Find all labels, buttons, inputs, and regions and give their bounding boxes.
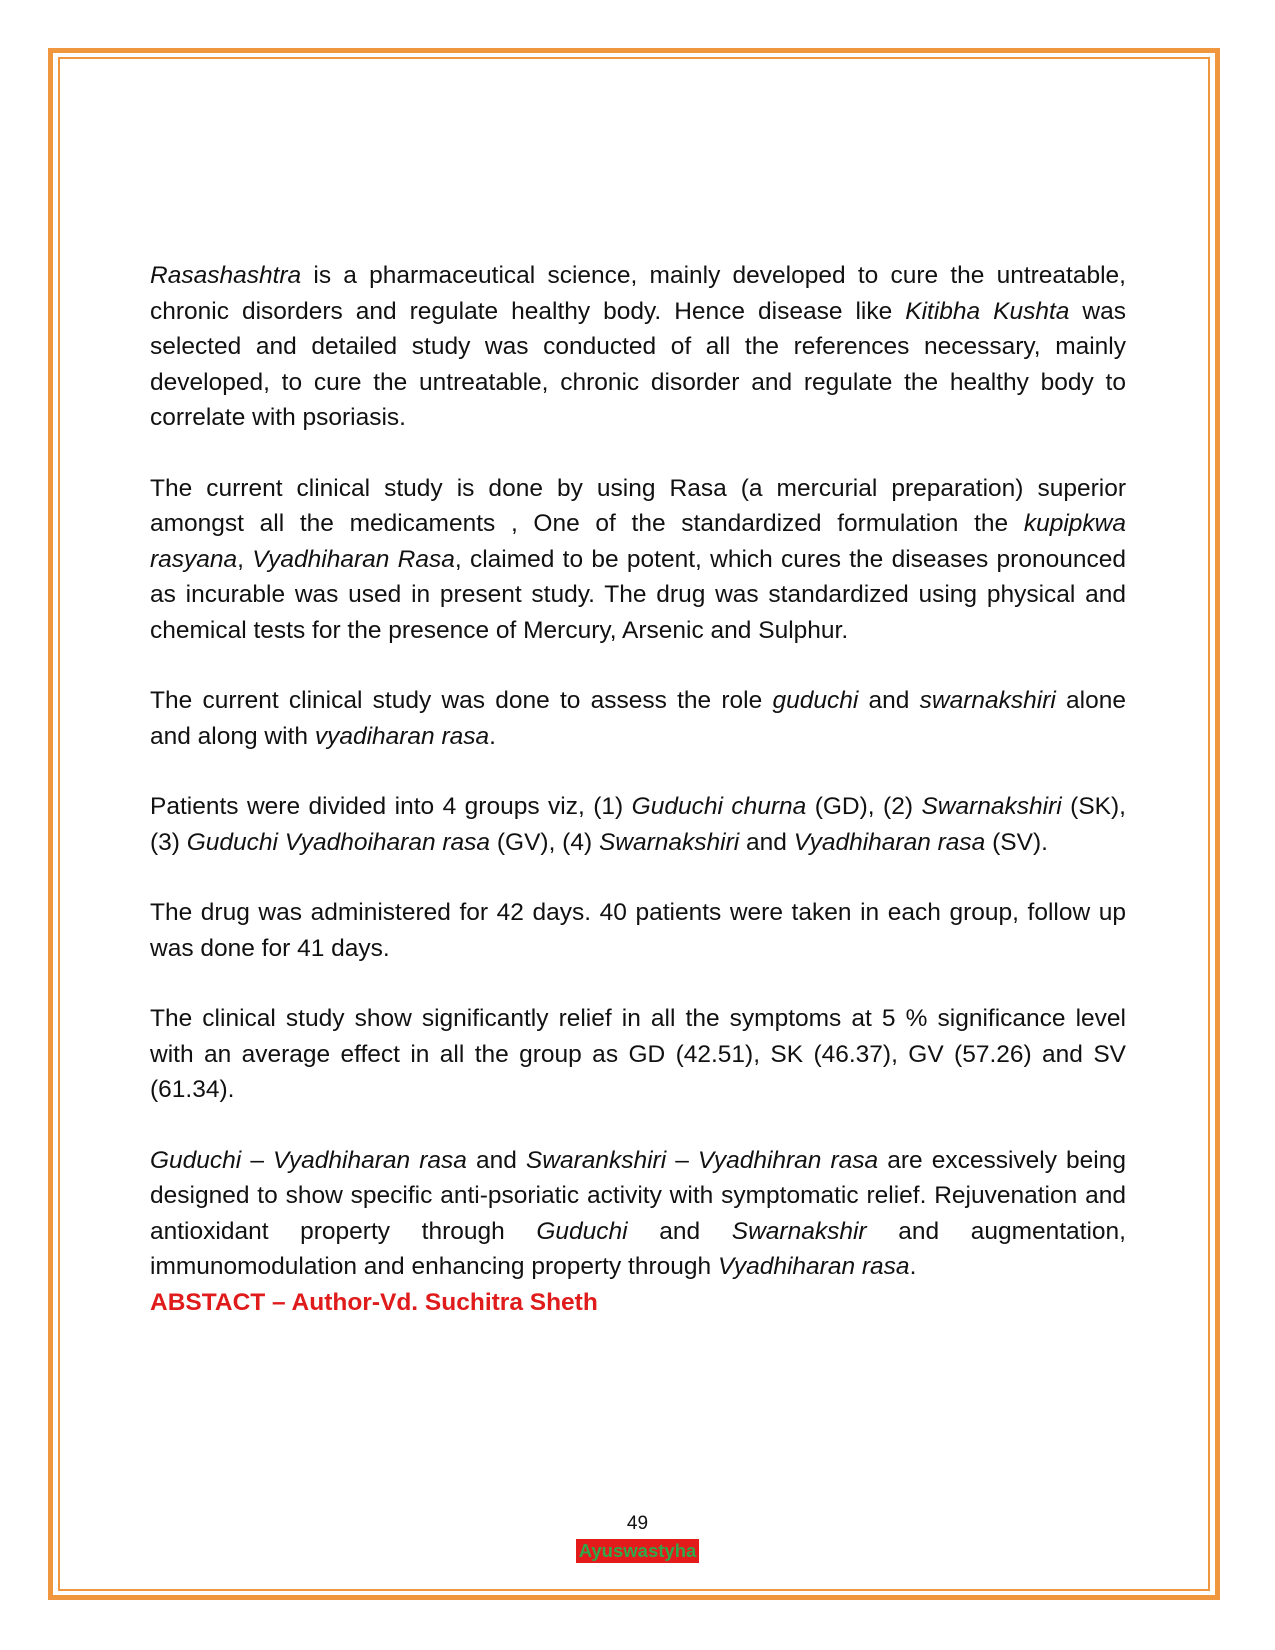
text-run: The current clinical study is done by using Rasa (a mercurial preparation) superior amongst all the medicaments , One of the standardized formulation the (150, 474, 1126, 537)
italic-term: Guduchi Vyadhoiharan rasa (186, 828, 491, 856)
author-line: ABSTACT – Author-Vd. Suchitra Sheth (150, 1288, 598, 1316)
paragraph-conclusion (150, 1143, 1126, 1285)
text-run: was selected and detailed study was conducted of all the references necessary, mainly developed, to cure the untreatable, chronic disorder and regulate the healthy body to correlate with psoriasis. (150, 297, 1126, 431)
text-run: The current clinical study was done to assess the role (150, 687, 773, 714)
text-run: and (627, 1217, 732, 1245)
italic-term: Rasashashtra (150, 262, 302, 289)
paragraph-study-drug (150, 471, 1126, 649)
text-run: (SK), (3) (150, 793, 1126, 856)
italic-term: Guduchi churna (631, 793, 807, 820)
italic-term: Vyadhiharan rasa (717, 1253, 910, 1280)
italic-term: guduchi (772, 687, 859, 714)
italic-term: Swarankshiri (525, 1146, 667, 1174)
paragraph-results (150, 1001, 1126, 1108)
text-run: is a pharmaceutical science, mainly developed to cure the untreatable, chronic disorders and regulate healthy body. Hence disease like (150, 262, 1126, 325)
italic-term: Kitibha Kushta (905, 297, 1070, 325)
text-run: and augmentation, immunomodulation and enhancing property through (150, 1217, 1126, 1280)
italic-term: swarnakshiri (919, 687, 1056, 714)
paragraph-rasashastra-intro (150, 258, 1126, 436)
text-run: and (739, 828, 794, 856)
text-run: alone and along with (150, 687, 1126, 750)
italic-term: Vyadhihran rasa (697, 1146, 879, 1174)
italic-term: kupipkwa rasyana (150, 510, 1126, 573)
text-run: The clinical study show significantly relief in all the symptoms at 5 % significance level with an average effect in all the group as GD (42.51), SK (46.37), GV (57.26) and SV (61.34). (150, 1005, 1126, 1103)
text-run: , claimed to be potent, which cures the diseases pronounced as incurable was used in present study. The drug was standardized using physical and chemical tests for the presence of Mercury, Arsenic and Sulphur. (150, 545, 1126, 644)
text-run: The drug was administered for 42 days. 40 patients were taken in each group, follow up was done for 41 days. (150, 899, 1126, 962)
text-run: – (241, 1146, 274, 1174)
journal-name-badge: Ayuswastyha (576, 1539, 700, 1563)
text-run: (GD), (2) (806, 793, 922, 820)
text-run: . (909, 1253, 917, 1280)
italic-term: Swarnakshiri (598, 828, 740, 856)
italic-term: Vyadhiharan Rasa (252, 545, 455, 573)
text-run: . (489, 722, 496, 750)
italic-term: Swarnakshiri (921, 793, 1062, 820)
abstract-body (150, 258, 1126, 1320)
italic-term: Guduchi (150, 1146, 242, 1174)
text-run: Patients were divided into 4 groups viz, (1) (150, 793, 632, 820)
text-run: (GV), (4) (490, 828, 599, 856)
page-footer (0, 1512, 1275, 1563)
text-run: and (466, 1146, 526, 1174)
text-run: – (666, 1146, 698, 1174)
italic-term: Vyadhiharan rasa (273, 1146, 467, 1174)
italic-term: Guduchi (536, 1217, 628, 1245)
text-run: are excessively being designed to show specific anti-psoriatic activity with symptomatic relief. Rejuvenation and antioxidant property through (150, 1146, 1126, 1245)
paragraph-study-aim (150, 683, 1126, 754)
text-run: (SV). (985, 828, 1048, 856)
text-run: and (858, 687, 920, 714)
text-run: , (237, 545, 253, 573)
italic-term: Swarnakshir (731, 1217, 867, 1245)
paragraph-patient-groups (150, 789, 1126, 860)
paragraph-duration (150, 895, 1126, 966)
page-number: 49 (626, 1513, 649, 1534)
italic-term: Vyadhiharan rasa (793, 828, 986, 856)
italic-term: vyadiharan rasa (314, 722, 490, 750)
